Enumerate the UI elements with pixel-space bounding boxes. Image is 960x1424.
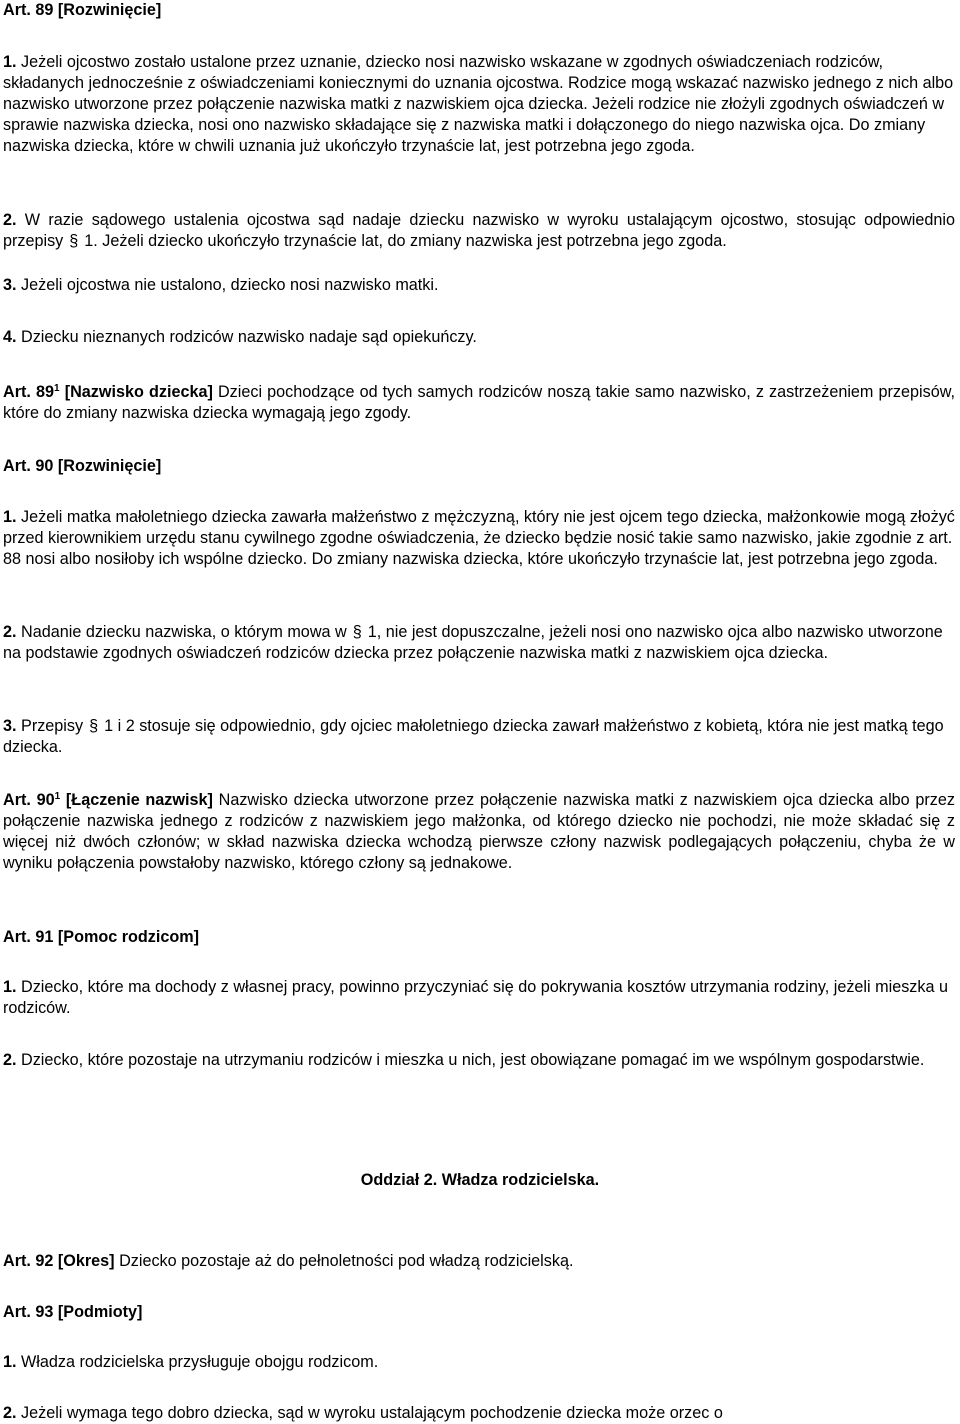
article-text: Dziecko pozostaje aż do pełnoletności pod władzą rodzicielską. bbox=[119, 1252, 574, 1270]
art-89-paragraph-4 bbox=[3, 327, 955, 348]
paragraph-text: Dziecko, które ma dochody z własnej pracy, powinno przyczyniać się do pokrywania kosztów utrzymania rodziny, jeżeli mieszka u rodziców. bbox=[3, 978, 948, 1017]
paragraph-text: W razie sądowego ustalenia ojcostwa sąd nadaje dziecku nazwisko w wyroku ustalającym ojcostwo, stosując odpowiednio przepisy bbox=[3, 211, 955, 250]
paragraph-text: Przepisy bbox=[21, 717, 84, 735]
paragraph-text: Jeżeli ojcostwa nie ustalono, dziecko nosi nazwisko matki. bbox=[21, 276, 439, 294]
art-89-paragraph-3-text bbox=[3, 275, 955, 296]
article-text: Nazwisko dziecka utworzone przez połączenie nazwiska matki z nazwiskiem ojca dziecka albo przez połączenie nazwiska jednego z rodziców z nazwiskiem jego małżonka, od którego dziecko nie pochodzi, nie może składać się z więcej niż dwóch członów; w skład nazwiska dziecka wchodzą pierwsze człony nazwisk podlegających połączeniu, chyba że w wyniku połączenia powstałoby nazwisko, którego człony są jednakowe. bbox=[3, 791, 955, 872]
paragraph-number: 2. bbox=[3, 623, 17, 641]
paragraph-number: 3. bbox=[3, 276, 17, 294]
art-91-heading: Art. 91 [Pomoc rodzicom] bbox=[3, 928, 200, 946]
art-90-paragraph-3 bbox=[3, 716, 955, 758]
paragraph-text-continued: 1. Jeżeli dziecko ukończyło trzynaście lat, do zmiany nazwiska jest potrzebna jego zgoda. bbox=[84, 232, 727, 250]
article-superscript: 1 bbox=[54, 383, 60, 394]
paragraph-number: 2. bbox=[3, 1404, 17, 1422]
art-89-paragraph-2 bbox=[3, 210, 955, 252]
paragraph-text: Władza rodzicielska przysługuje obojgu rodzicom. bbox=[21, 1353, 379, 1371]
art-91-paragraph-1 bbox=[3, 977, 955, 1019]
paragraph-number: 1. bbox=[3, 1353, 17, 1371]
article-label bbox=[3, 383, 60, 401]
paragraph-text: Dziecko, które pozostaje na utrzymaniu rodziców i mieszka u nich, jest obowiązane pomagać im we wspólnym gospodarstwie. bbox=[21, 1051, 925, 1069]
art-90-paragraph-2 bbox=[3, 622, 955, 664]
article-label bbox=[3, 791, 60, 809]
paragraph-number: 3. bbox=[3, 717, 17, 735]
paragraph-number: 1. bbox=[3, 978, 17, 996]
paragraph-number: 2. bbox=[3, 1051, 17, 1069]
art-89-paragraph-1 bbox=[3, 52, 955, 157]
paragraph-number: 1. bbox=[3, 508, 17, 526]
paragraph-number: 2. bbox=[3, 211, 17, 229]
art-93-heading: Art. 93 [Podmioty] bbox=[3, 1303, 143, 1321]
paragraph-text: Jeżeli ojcostwo zostało ustalone przez uznanie, dziecko nosi nazwisko wskazane w zgodnych oświadczeniach rodziców, składanych jednocześnie z oświadczeniami koniecznymi do uznania ojcostwa. Rodzice mogą wskazać nazwisko jednego z nich albo nazwisko utworzone przez połączenie nazwiska matki z nazwiskiem ojca dziecka. Jeżeli rodzice nie złożyli zgodnych oświadczeń w sprawie nazwiska dziecka, nosi ono nazwisko składające się z nazwiska matki i dołączonego do niego nazwiska ojca. Do zmiany nazwiska dziecka, które w chwili uznania już ukończyło trzynaście lat, jest potrzebna jego zgoda. bbox=[3, 53, 954, 155]
division-title: Oddział 2. Władza rodzicielska. bbox=[360, 1171, 600, 1189]
paragraph-text-continued: 1 i 2 stosuje się odpowiednio, gdy ojciec małoletniego dziecka zawarł małżeństwo z kobietą, która nie jest matką tego dziecka. bbox=[3, 717, 944, 756]
art-92 bbox=[3, 1251, 955, 1272]
art-91-paragraph-2 bbox=[3, 1050, 955, 1071]
article-text: Dzieci pochodzące od tych samych rodziców noszą takie samo nazwisko, z zastrzeżeniem przepisów, które do zmiany nazwiska dziecka wymagają jego zgody. bbox=[3, 383, 956, 422]
art-93-paragraph-2 bbox=[3, 1403, 955, 1424]
art-90-heading: Art. 90 [Rozwinięcie] bbox=[3, 457, 162, 475]
paragraph-text: Jeżeli wymaga tego dobro dziecka, sąd w wyroku ustalającym pochodzenie dziecka może orzec o bbox=[21, 1404, 723, 1422]
art-90-1 bbox=[3, 790, 955, 874]
article-title: [Nazwisko dziecka] bbox=[64, 383, 213, 401]
art-89-1 bbox=[3, 382, 955, 424]
article-number: Art. 89 bbox=[3, 383, 54, 401]
section-sign bbox=[347, 623, 368, 641]
paragraph-number: 1. bbox=[3, 53, 17, 71]
article-superscript: 1 bbox=[54, 791, 61, 802]
section-sign bbox=[63, 232, 84, 250]
paragraph-text: Jeżeli matka małoletniego dziecka zawarła małżeństwo z mężczyzną, który nie jest ojcem tego dziecka, małżonkowie mogą złożyć przed kierownikiem urzędu stanu cywilnego zgodne oświadczenia, że dziecko będzie nosić takie samo nazwisko, jakie zgodnie z art. 88 nosi albo nosiłoby ich wspólne dziecko. Do zmiany nazwiska dziecka, które ukończyło trzynaście lat, jest potrzebna jego zgoda. bbox=[3, 508, 955, 568]
art-93-paragraph-1 bbox=[3, 1352, 955, 1373]
art-89-heading: Art. 89 [Rozwinięcie] bbox=[3, 1, 162, 19]
article-number: Art. 90 bbox=[3, 791, 55, 809]
paragraph-text-continued: 1, nie jest dopuszczalne, jeżeli nosi ono nazwisko ojca albo nazwisko utworzone na podstawie zgodnych oświadczeń rodziców dziecka przez połączenie nazwiska matki z nazwiskiem ojca dziecka. bbox=[3, 623, 943, 662]
art-90-paragraph-1 bbox=[3, 507, 955, 570]
section-sign bbox=[83, 717, 104, 735]
paragraph-text: Nadanie dziecku nazwiska, o którym mowa w bbox=[21, 623, 347, 641]
paragraph-text: Dziecku nieznanych rodziców nazwisko nadaje sąd opiekuńczy. bbox=[21, 328, 477, 346]
paragraph-number: 4. bbox=[3, 328, 17, 346]
article-title: [Łączenie nazwisk] bbox=[65, 791, 213, 809]
article-label: Art. 92 [Okres] bbox=[3, 1252, 115, 1270]
